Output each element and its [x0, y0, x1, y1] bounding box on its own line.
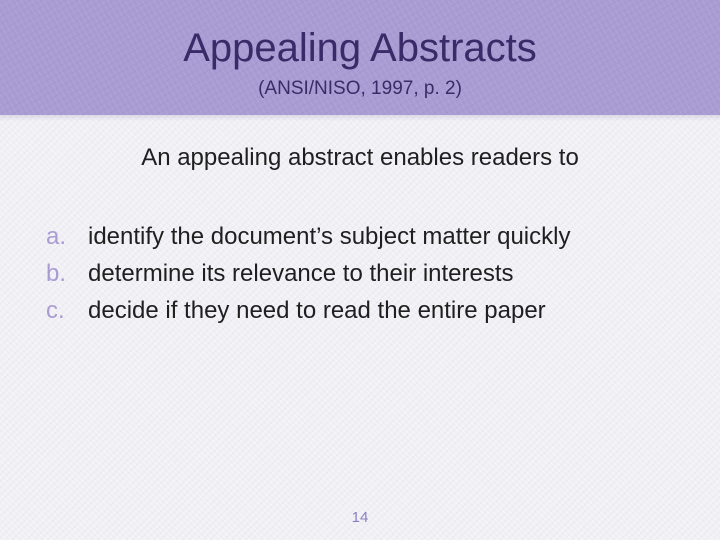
page-number: 14	[351, 509, 369, 526]
list-marker: c.	[46, 297, 65, 324]
list-marker: a.	[46, 223, 67, 250]
list-item-text: determine its relevance to their interests	[88, 260, 514, 287]
slide-subtitle: (ANSI/NISO, 1997, p. 2)	[258, 78, 462, 99]
reader-benefits-list	[46, 218, 706, 329]
list-item-text: decide if they need to read the entire paper	[88, 297, 546, 324]
list-marker: b.	[46, 260, 67, 287]
list-item	[46, 218, 706, 255]
list-item	[46, 292, 706, 329]
list-item-text: identify the document’s subject matter quickly	[88, 223, 571, 250]
list-item	[46, 255, 706, 292]
slide-title: Appealing Abstracts	[183, 26, 537, 70]
intro-text: An appealing abstract enables readers to	[141, 144, 579, 171]
